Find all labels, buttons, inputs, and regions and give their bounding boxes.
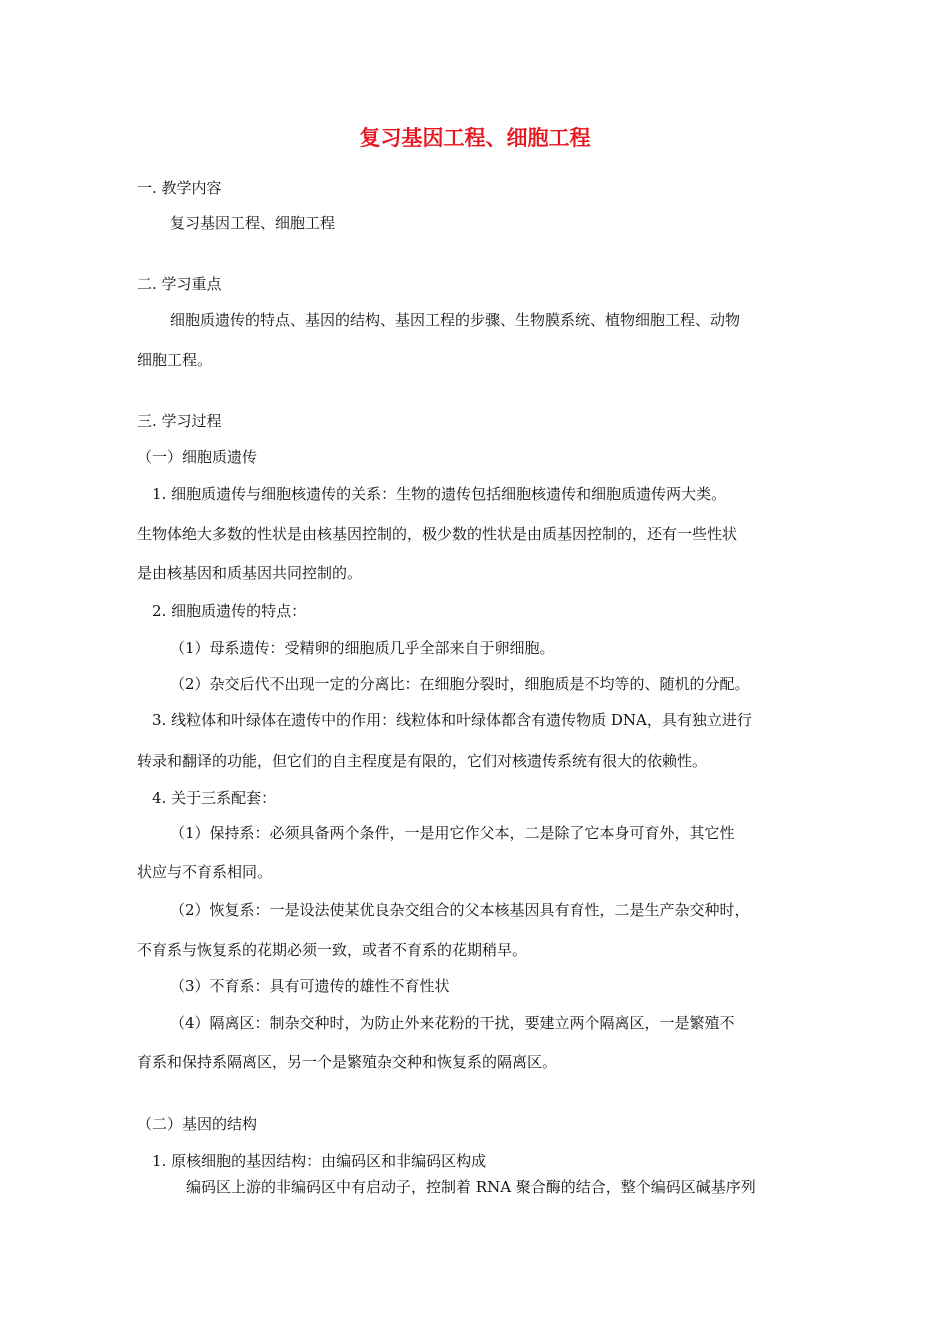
- paragraph-4-item-2-line-1: （2）恢复系：一是设法使某优良杂交组合的父本核基因具有育性，二是生产杂交种时，: [170, 901, 750, 919]
- section-1-body: 复习基因工程、细胞工程: [170, 214, 336, 232]
- paragraph-2-item-1: （1）母系遗传：受精卵的细胞质几乎全部来自于卵细胞。: [170, 639, 555, 657]
- paragraph-4-item-2-line-2: 不育系与恢复系的花期必须一致，或者不育系的花期稍早。: [137, 941, 528, 959]
- section-3-heading: 三. 学习过程: [137, 412, 222, 430]
- paragraph-2-item-2: （2）杂交后代不出现一定的分离比：在细胞分裂时，细胞质是不均等的、随机的分配。: [170, 675, 750, 693]
- section-2-body-line-2: 细胞工程。: [137, 351, 213, 369]
- section-1-heading: 一. 教学内容: [137, 179, 222, 197]
- paragraph-2-heading: 2. 细胞质遗传的特点：: [152, 602, 307, 620]
- section-2-body-line-1: 细胞质遗传的特点、基因的结构、基因工程的步骤、生物膜系统、植物细胞工程、动物: [170, 311, 741, 329]
- gene-structure-item-1-body: 编码区上游的非编码区中有启动子，控制着 RNA 聚合酶的结合，整个编码区碱基序列: [186, 1178, 756, 1196]
- paragraph-4-item-1-line-1: （1）保持系：必须具备两个条件，一是用它作父本，二是除了它本身可育外，其它性: [170, 824, 735, 842]
- section-2-heading: 二. 学习重点: [137, 275, 222, 293]
- paragraph-4-item-4-line-2: 育系和保持系隔离区，另一个是繁殖杂交种和恢复系的隔离区。: [137, 1053, 558, 1071]
- paragraph-1-line-3: 是由核基因和质基因共同控制的。: [137, 564, 363, 582]
- subsection-2-heading: （二）基因的结构: [137, 1115, 258, 1133]
- paragraph-3-line-2: 转录和翻译的功能，但它们的自主程度是有限的，它们对核遗传系统有很大的依赖性。: [137, 752, 708, 770]
- gene-structure-item-1: 1. 原核细胞的基因结构：由编码区和非编码区构成: [152, 1152, 487, 1170]
- paragraph-3-line-1: 3. 线粒体和叶绿体在遗传中的作用：线粒体和叶绿体都含有遗传物质 DNA，具有独立进行: [152, 711, 752, 729]
- paragraph-4-item-3: （3）不育系：具有可遗传的雄性不育性状: [170, 977, 450, 995]
- paragraph-1-line-2: 生物体绝大多数的性状是由核基因控制的，极少数的性状是由质基因控制的，还有一些性状: [137, 525, 738, 543]
- paragraph-4-item-4-line-1: （4）隔离区：制杂交种时，为防止外来花粉的干扰，要建立两个隔离区，一是繁殖不: [170, 1014, 735, 1032]
- subsection-1-heading: （一）细胞质遗传: [137, 448, 258, 466]
- document-title: 复习基因工程、细胞工程: [359, 126, 591, 150]
- paragraph-4-item-1-line-2: 状应与不育系相同。: [137, 863, 273, 881]
- paragraph-1-line-1: 1. 细胞质遗传与细胞核遗传的关系：生物的遗传包括细胞核遗传和细胞质遗传两大类。: [152, 485, 727, 503]
- paragraph-4-heading: 4. 关于三系配套：: [152, 789, 277, 807]
